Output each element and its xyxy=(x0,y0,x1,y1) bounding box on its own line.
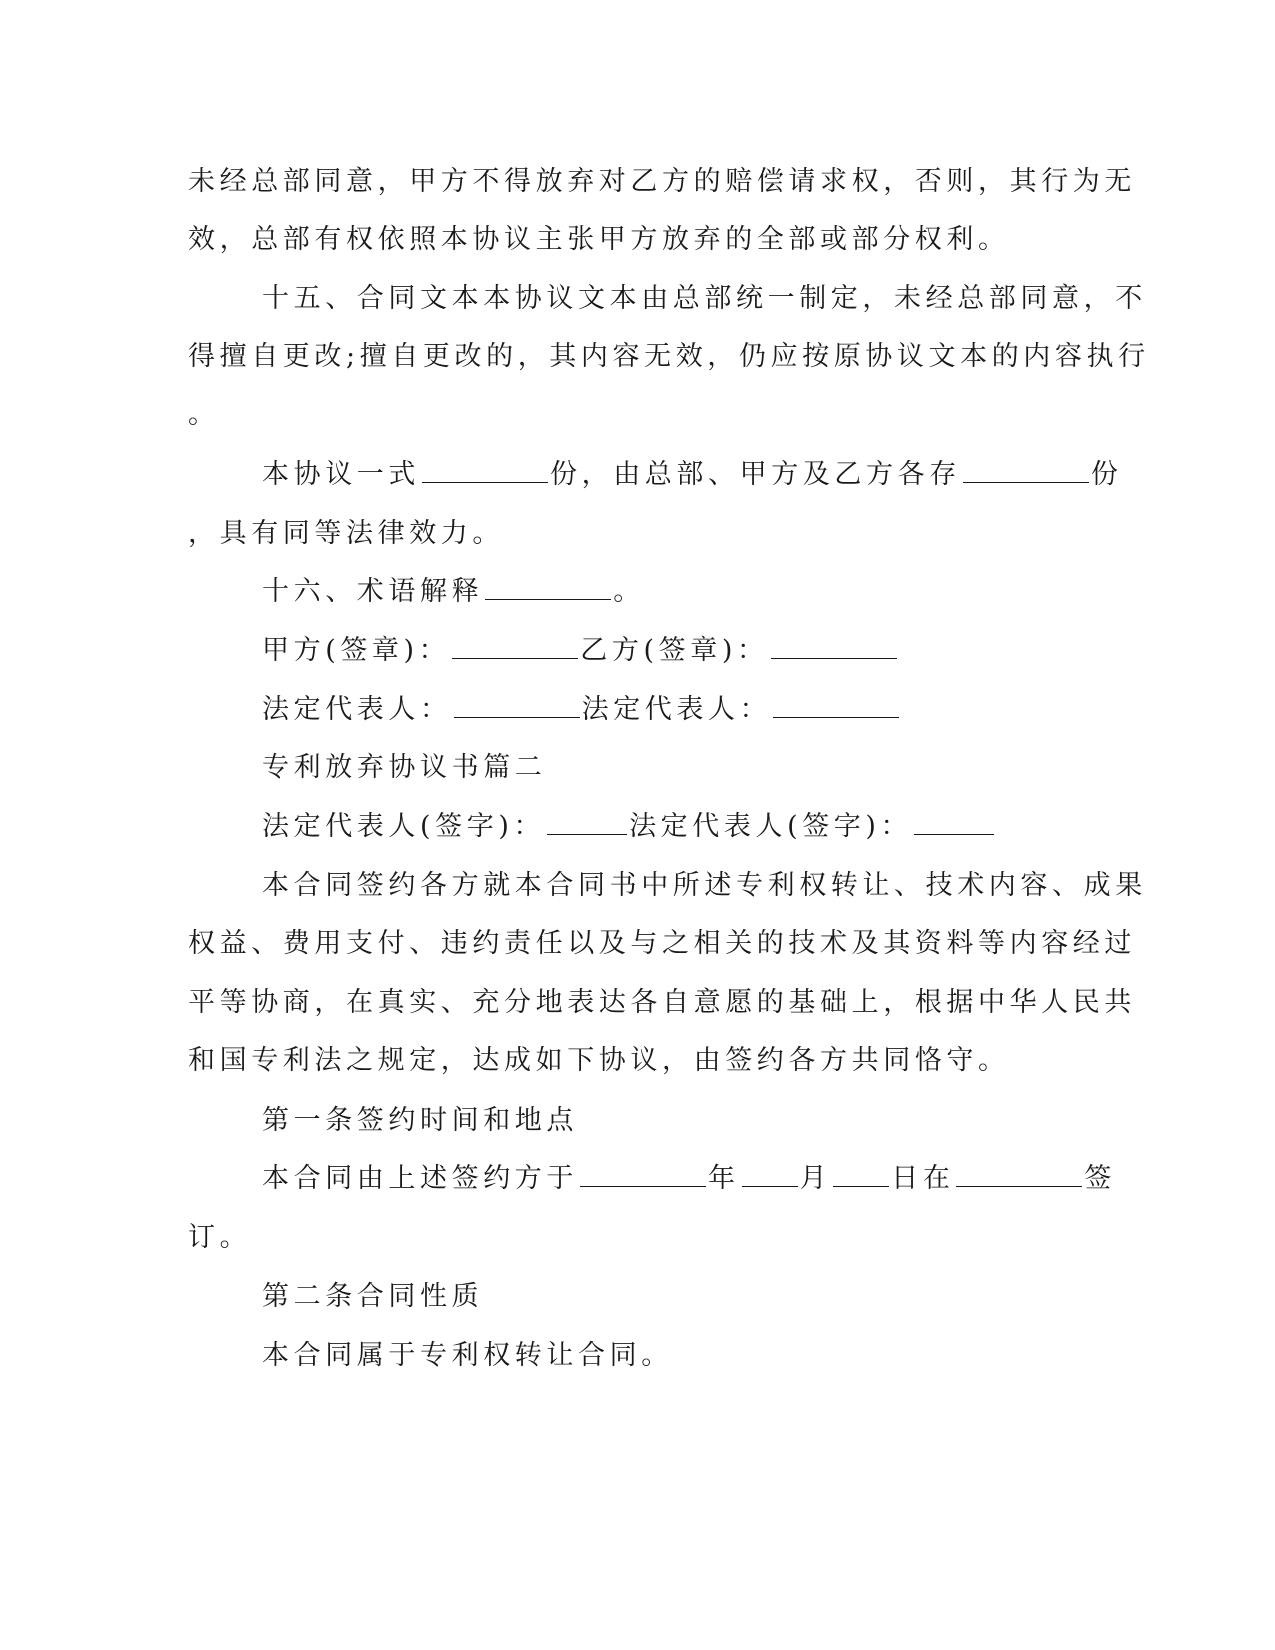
text: 本合同由上述签约方于 xyxy=(262,1163,578,1194)
text: 专利放弃协议书篇二 xyxy=(262,752,547,783)
text: ，具有同等法律效力。 xyxy=(188,518,504,549)
text: 第一条签约时间和地点 xyxy=(262,1105,578,1136)
text: 甲方(签章)： xyxy=(262,635,451,666)
text: 十五、合同文本本协议文本由总部统一制定，未经总部同意，不 xyxy=(262,283,1147,314)
text: 未经总部同意，甲方不得放弃对乙方的赔偿请求权，否则，其行为无 xyxy=(188,166,1136,197)
text: 本合同属于专利权转让合同。 xyxy=(262,1340,673,1371)
text: 本合同签约各方就本合同书中所述专利权转让、技术内容、成果 xyxy=(262,870,1147,901)
text: 得擅自更改;擅自更改的，其内容无效，仍应按原协议文本的内容执行 xyxy=(188,341,1150,372)
fill-blank xyxy=(956,1162,1082,1187)
text: 份 xyxy=(1090,459,1123,490)
fill-blank xyxy=(771,634,897,659)
fill-blank xyxy=(452,634,578,659)
paragraph-line xyxy=(188,516,504,552)
paragraph-line xyxy=(262,1161,1116,1197)
paragraph-line xyxy=(188,164,1136,200)
text: 法定代表人(签字)： xyxy=(629,811,913,842)
text: 和国专利法之规定，达成如下协议，由签约各方共同恪守。 xyxy=(188,1045,1010,1076)
fill-blank xyxy=(485,575,611,600)
text: 效，总部有权依照本协议主张甲方放弃的全部或部分权利。 xyxy=(188,224,1010,255)
text: 权益、费用支付、违约责任以及与之相关的技术及其资料等内容经过 xyxy=(188,928,1136,959)
paragraph-line xyxy=(262,574,645,610)
fill-blank xyxy=(833,1162,889,1187)
text: 第二条合同性质 xyxy=(262,1281,484,1312)
paragraph-line xyxy=(262,281,1147,317)
article-heading xyxy=(262,1279,483,1315)
fill-blank xyxy=(422,458,548,483)
paragraph-line xyxy=(188,1043,1010,1079)
fill-blank xyxy=(914,810,994,835)
paragraph-line xyxy=(188,985,1136,1021)
paragraph-line xyxy=(188,339,1150,375)
fill-blank xyxy=(547,810,627,835)
text: 份，由总部、甲方及乙方各存 xyxy=(550,459,961,490)
text: 日在 xyxy=(891,1163,955,1194)
signature-line xyxy=(262,809,996,845)
fill-blank xyxy=(580,1162,706,1187)
section-heading xyxy=(262,750,546,786)
text: 乙方(签章)： xyxy=(580,635,769,666)
paragraph-line xyxy=(188,1220,251,1256)
text: 法定代表人： xyxy=(581,694,772,725)
paragraph-line xyxy=(188,222,1010,258)
text: 月 xyxy=(799,1163,832,1194)
text: 。 xyxy=(613,576,645,607)
article-heading xyxy=(262,1103,578,1139)
paragraph-line xyxy=(262,1338,673,1374)
fill-blank xyxy=(454,693,580,718)
paragraph-line xyxy=(188,926,1136,962)
text: 法定代表人： xyxy=(262,694,452,725)
text: 签 xyxy=(1084,1163,1117,1194)
fill-blank xyxy=(963,458,1089,483)
signature-line xyxy=(262,633,899,669)
fill-blank xyxy=(742,1162,798,1187)
paragraph-line xyxy=(262,457,1122,493)
text: 法定代表人(签字)： xyxy=(262,811,546,842)
text: 订。 xyxy=(188,1222,252,1253)
signature-line xyxy=(262,692,901,728)
paragraph-line xyxy=(188,397,220,433)
text: 十六、术语解释 xyxy=(262,576,484,607)
text: 本协议一式 xyxy=(262,459,420,490)
text: 。 xyxy=(188,399,220,430)
paragraph-line xyxy=(262,868,1147,904)
text: 年 xyxy=(708,1163,740,1194)
text: 平等协商，在真实、充分地表达各自意愿的基础上，根据中华人民共 xyxy=(188,987,1136,1018)
fill-blank xyxy=(773,693,899,718)
